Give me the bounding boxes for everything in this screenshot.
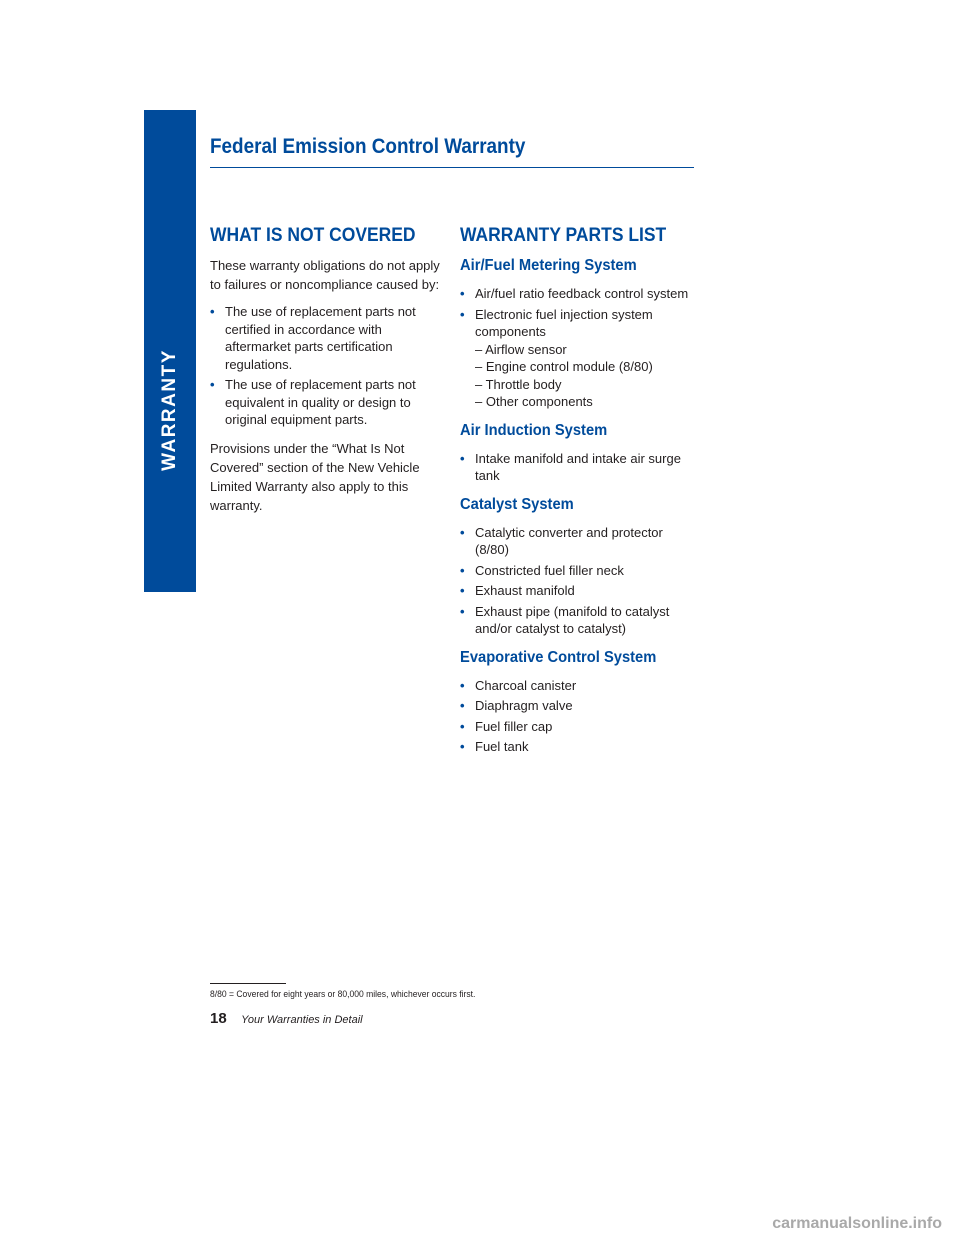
list-item [460,603,696,638]
sub-list-item: – Throttle body [475,376,562,392]
list-item [210,376,446,429]
list-item-text: The use of replacement parts not certified in accordance with aftermarket parts certification regulations. [225,304,416,372]
list-item-text: Fuel tank [475,739,529,754]
parts-list-heading: WARRANTY PARTS LIST [460,225,667,246]
list-item [460,562,696,580]
bullet-icon: • [460,603,465,619]
list-item [460,738,696,756]
evaporative-heading: Evaporative Control System [460,648,657,666]
air-induction-list [460,450,696,485]
bullet-icon: • [460,306,465,322]
list-item [460,306,696,411]
sub-list-item: – Other components [475,394,593,409]
bullet-icon: • [460,286,465,301]
catalyst-list [460,524,696,638]
list-item-text: Air/fuel ratio feedback control system [475,286,689,301]
bullet-icon: • [460,583,465,598]
list-item-text: Catalytic converter and protector (8/80) [475,524,663,557]
list-item-text: Exhaust manifold [475,583,575,598]
list-item-text: Diaphragm valve [475,698,573,713]
page-number: 18 [210,1010,227,1027]
not-covered-heading: WHAT IS NOT COVERED [210,225,416,246]
bullet-icon: • [210,377,215,392]
bullet-icon: • [460,698,465,713]
provisions-text: Provisions under the “What Is Not Covered” section of the New Vehicle Limited Warranty also apply to this warranty. [210,440,420,513]
page-title: Federal Emission Control Warranty [210,135,526,158]
air-fuel-list [460,285,696,411]
catalyst-heading: Catalyst System [460,495,574,513]
list-item [460,582,696,600]
not-covered-intro: These warranty obligations do not apply to failures or noncompliance caused by: [210,258,440,292]
sub-list-item: – Engine control module (8/80) [475,359,653,374]
page-footer [210,1010,363,1028]
bullet-icon: • [210,304,215,319]
list-item-text: Fuel filler cap [475,718,553,734]
list-item [460,718,696,736]
bullet-icon: • [460,450,465,466]
bullet-icon: • [460,739,465,754]
sub-list-item: – Airflow sensor [475,341,567,357]
list-item-text: Charcoal canister [475,677,577,693]
bullet-icon: • [460,524,465,540]
not-covered-column [210,224,446,515]
list-item-text: The use of replacement parts not equivalent in quality or design to original equipment parts. [225,377,416,427]
bullet-icon: • [460,677,465,693]
list-item [460,450,696,485]
title-rule [210,167,694,168]
footnote: 8/80 = Covered for eight years or 80,000 miles, whichever occurs first. [210,989,476,1000]
page-caption: Your Warranties in Detail [241,1014,363,1026]
list-item-text: Constricted fuel filler neck [475,562,624,578]
sub-list [475,341,696,411]
list-item-text: Exhaust pipe (manifold to catalyst and/or catalyst to catalyst) [475,603,670,636]
not-covered-list [210,303,446,429]
footnote-rule [210,983,286,984]
air-fuel-heading: Air/Fuel Metering System [460,257,637,274]
air-induction-heading: Air Induction System [460,421,608,439]
list-item [210,303,446,373]
list-item [460,697,696,715]
evaporative-list [460,677,696,756]
list-item-text: Electronic fuel injection system components [475,306,653,339]
watermark: carmanualsonline.info [772,1215,942,1232]
side-tab-label: WARRANTY [159,349,180,471]
list-item [460,524,696,559]
list-item [460,285,696,303]
bullet-icon: • [460,562,465,578]
side-tab [144,110,196,592]
list-item [460,677,696,695]
bullet-icon: • [460,718,465,734]
parts-list-column [460,224,696,766]
list-item-text: Intake manifold and intake air surge tank [475,450,681,483]
